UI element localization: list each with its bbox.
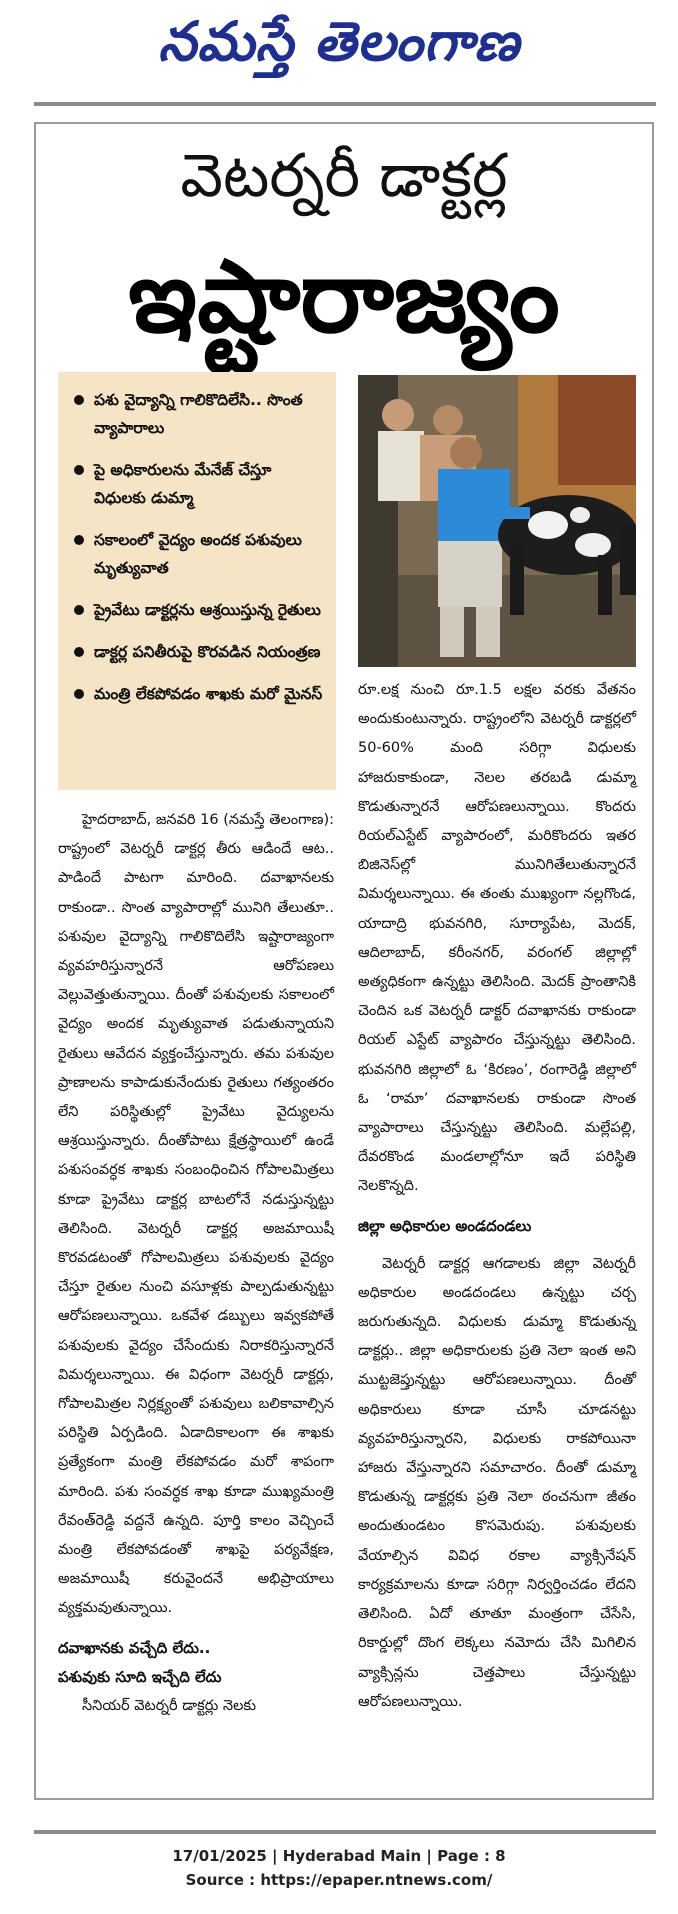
top-divider [34, 102, 656, 106]
highlight-text: డాక్టర్ల పనితీరుపై కొరవడిన నియంత్రణ [94, 643, 321, 661]
subheading: పశువుకు సూది ఇచ్చేది లేదు [58, 1667, 222, 1686]
highlight-item [72, 638, 326, 666]
highlights-box [58, 372, 336, 790]
highlight-item [72, 386, 326, 442]
headline-line-2: ఇష్టారాజ్యం [128, 238, 560, 355]
bullet-icon [74, 689, 84, 699]
source-link[interactable]: Source : https://epaper.ntnews.com/ [185, 1871, 493, 1889]
photo-illustration [358, 375, 636, 667]
bullet-icon [74, 395, 84, 405]
highlight-item [72, 456, 326, 512]
subheading: జిల్లా అధికారుల అండదండలు [358, 1216, 532, 1235]
body-paragraph: వెటర్నరీ డాక్టర్ల ఆగడాలకు జిల్లా వెటర్నరీ అధికారుల అండదండలు ఉన్నట్టు చర్చ జరుగుతున్నది. విధులకు డుమ్మా కొడుతున్న డాక్టర్లు.. జిల్లా అధికారులకు ప్రతి నెలా ఇంత అని ముట్టజెప్తున్నట్టు ఆరోపణలున్నాయి. దీంతో అధికారులు కూడా చూసీ చూడనట్టు వ్యవహరిస్తున్నారని, విధులకు రాకపోయినా హాజరు వేస్తున్నారని సమాచారం. దీంతో డుమ్మా కొడుతున్న డాక్టర్లకు ప్రతి నెలా ఠంచనుగా జీతం అందుతుండటం కొసమెరుపు. పశువులకు వేయాల్సిన వివిధ రకాల వ్యాక్సినేషన్ కార్యక్రమాలను కూడా సరిగ్గా నిర్వర్తించడం లేదని తెలిసింది. ఏదో తూతూ మంత్రంగా చేసేసి, రికార్డుల్లో దొంగ లెక్కలు నమోదు చేసి మిగిలిన వ్యాక్సిన్లను చెత్తపాలు చేస్తున్నట్టు ఆరోపణలున్నాయి. [358, 1255, 636, 1710]
newspaper-logo: నమస్తే తెలంగాణ [158, 9, 520, 73]
bullet-icon [74, 605, 84, 615]
highlight-text: సకాలంలో వైద్యం అందక పశువులు మృత్యువాత [94, 531, 302, 577]
body-paragraph: హైదరాబాద్, జనవరి 16 (నమస్తే తెలంగాణ): రాష్ట్రంలో వెటర్నరీ డాక్టర్ల తీరు ఆడిందే ఆట.. పాడిందే పాటగా మారింది. దవాఖానలకు రాకుండా.. సొంత వ్యాపారాల్లో మునిగి తేలుతూ.. పశువుల వైద్యాన్ని గాలికొదిలేసి ఇష్టారాజ్యంగా వ్యవహరిస్తున్నారనే ఆరోపణలు వెల్లువెత్తుతున్నాయి. దీంతో పశువులకు సకాలంలో వైద్యం అందక మృత్యువాత పడుతున్నాయని రైతులు ఆవేదన వ్యక్తంచేస్తున్నారు. తమ పశువుల ప్రాణాలను కాపాడుకునేందుకు రైతులు గత్యంతరం లేని పరిస్థితుల్లో ప్రైవేటు వైద్యులను ఆశ్రయిస్తున్నారు. దీంతోపాటు క్షేత్రస్థాయిలో ఉండే పశుసంవర్ధక శాఖకు సంబంధించిన గోపాలమిత్రలు కూడా ప్రైవేటు డాక్టర్ల బాటలోనే నడుస్తున్నట్టు తెలిసింది. వెటర్నరీ డాక్టర్ల అజమాయిషీ కొరవడటంతో గోపాలమిత్రలు పశువులకు వైద్యం చేస్తూ రైతుల నుంచి వసూళ్లకు పాల్పడుతున్నట్టు ఆరోపణలున్నాయి. ఒకవేళ డబ్బులు ఇవ్వకపోతే పశువులకు వైద్యం చేసేందుకు నిరాకరిస్తున్నారనే విమర్శలున్నాయి. ఈ విధంగా వెటర్నరీ డాక్టర్లు, గోపాలమిత్రల నిర్లక్ష్యంతో పశువులు బలికావాల్సిన పరిస్థితి ఏర్పడింది. ఏడాదికాలంగా ఈ శాఖకు ప్రత్యేకంగా మంత్రి లేకపోవడం మరో శాపంగా మారింది. పశు సంవర్ధక శాఖ కూడా ముఖ్యమంత్రి రేవంత్‌రెడ్డి వద్దనే ఉన్నది. పూర్తి కాలం వెచ్చించే మంత్రి లేకపోవడంతో శాఖపై పర్యవేక్షణ, అజమాయిషీ కరువైందనే అభిప్రాయాలు వ్యక్తమవుతున్నాయి. [58, 812, 334, 1617]
edition-info: 17/01/2025 | Hyderabad Main | Page : 8 [172, 1847, 506, 1865]
highlight-text: పై అధికారులను మేనేజ్ చేస్తూ విధులకు డుమ్మా [94, 461, 272, 507]
highlight-text: పశు వైద్యాన్ని గాలికొదిలేసి.. సొంత వ్యాపారాలు [94, 391, 303, 437]
highlight-text: మంత్రి లేకపోవడం శాఖకు మరో మైనస్ [94, 685, 323, 703]
highlight-item [72, 680, 326, 708]
article-photo [358, 375, 636, 667]
bullet-icon [74, 465, 84, 475]
highlight-item [72, 526, 326, 582]
subheading: దవాఖానకు వచ్చేది లేదు.. [58, 1638, 211, 1657]
highlight-item [72, 596, 326, 624]
bottom-divider [34, 1830, 656, 1834]
body-paragraph: సీనియర్ వెటర్నరీ డాక్టర్లు నెలకు [82, 1697, 256, 1714]
bullet-icon [74, 535, 84, 545]
highlight-text: ప్రైవేటు డాక్టర్లను ఆశ్రయిస్తున్న రైతులు [94, 601, 321, 619]
bullet-icon [74, 647, 84, 657]
body-paragraph: రూ.లక్ష నుంచి రూ.1.5 లక్షల వరకు వేతనం అందుకుంటున్నారు. రాష్ట్రంలోని వెటర్నరీ డాక్టర్లలో 50-60% మంది సరిగ్గా విధులకు హాజరుకాకుండా, నెలల తరబడి డుమ్మా కొడుతున్నారనే ఆరోపణలున్నాయి. కొందరు రియల్‌ఎస్టేట్ వ్యాపారంలో, మరికొందరు ఇతర బిజినెస్‌ల్లో మునిగితేలుతున్నారనే విమర్శలున్నాయి. ఈ తంతు ముఖ్యంగా నల్లగొండ, యాదాద్రి భువనగిరి, సూర్యాపేట, మెదక్, ఆదిలాబాద్, కరీంనగర్, వరంగల్ జిల్లాల్లో అత్యధికంగా ఉన్నట్టు తెలిసింది. మెదక్ ప్రాంతానికి చెందిన ఒక వెటర్నరీ డాక్టర్ దవాఖానకు రాకుండా రియల్ ఎస్టేట్ వ్యాపారం చేస్తున్నట్టు తెలిసింది. భువనగిరి జిల్లాలో ఓ ‘కిరణం’, రంగారెడ్డి జిల్లాలో ఓ ‘రామా’ దవాఖానలకు రాకుండా సొంత వ్యాపారాలు చేస్తున్నట్టు తెలిసింది. మల్లేపల్లి, దేవరకొండ మండలాల్లోనూ ఇదే పరిస్థితి నెలకొన్నది. [358, 682, 636, 1195]
masthead [0, 0, 678, 92]
page-footer [0, 1844, 678, 1892]
left-column [58, 806, 334, 1721]
headline-line-1: వెటర్నరీ డాక్టర్ల [180, 141, 508, 211]
right-column [358, 676, 636, 1717]
